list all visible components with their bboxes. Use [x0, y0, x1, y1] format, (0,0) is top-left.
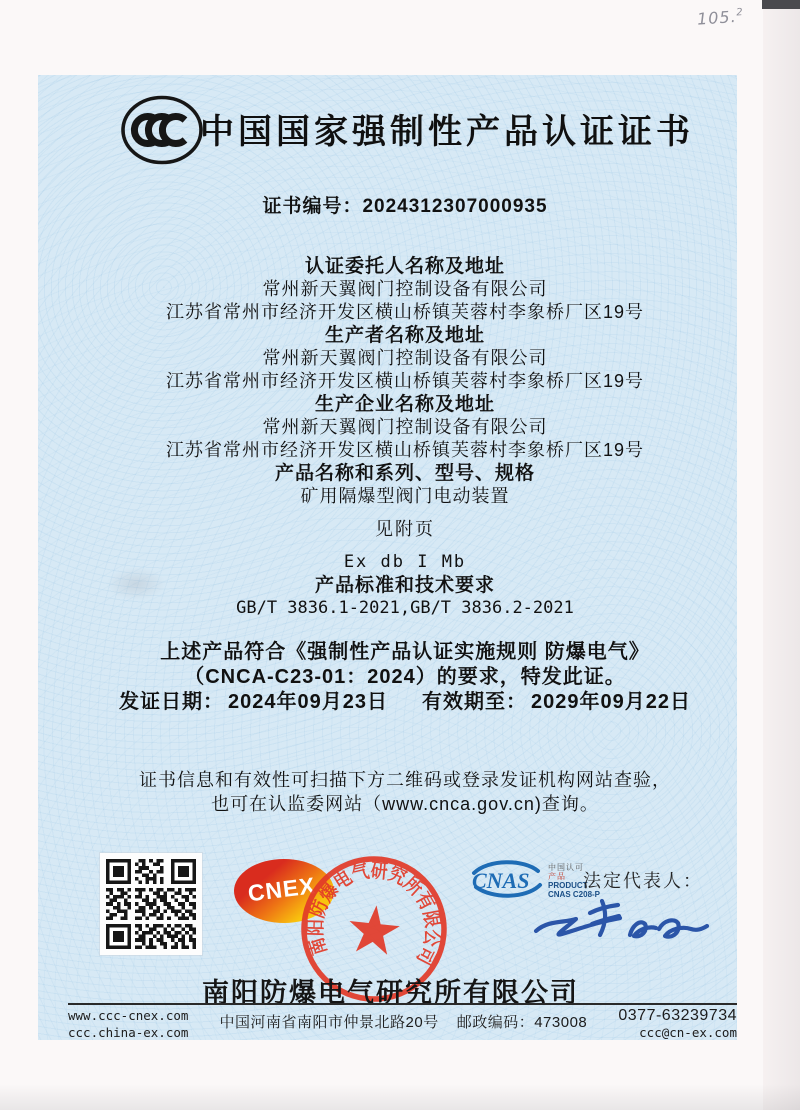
footer-address-line — [220, 1014, 588, 1032]
issuer-company-name: 南阳防爆电气研究所有限公司 — [202, 978, 579, 1008]
cnas-logo-caption: 中国认可 产品 PRODUCT CNAS C208-P — [548, 863, 601, 899]
footer-postcode: 473008 — [534, 1014, 588, 1031]
applicant-name: 常州新天翼阀门控制设备有限公司 — [262, 279, 548, 299]
manufacturer-name: 常州新天翼阀门控制设备有限公司 — [262, 417, 548, 437]
expiry-label: 有效期至： — [422, 691, 527, 713]
section-heading-applicant: 认证委托人名称及地址 — [304, 256, 505, 277]
handwritten-page-number: 105.$^2$ — [696, 6, 745, 29]
footer-phone: 0377-63239734 — [618, 1007, 737, 1024]
section-heading-standards: 产品标准和技术要求 — [314, 575, 495, 596]
section-heading-producer: 生产者名称及地址 — [324, 325, 485, 346]
product-name: 矿用隔爆型阀门电动装置 — [300, 486, 510, 506]
seal-star-icon: ★ — [340, 890, 408, 970]
section-heading-manufacturer: 生产企业名称及地址 — [314, 394, 495, 415]
certificate-body — [73, 195, 737, 816]
producer-address: 江苏省常州市经济开发区横山桥镇芙蓉村李象桥厂区19号 — [165, 371, 645, 391]
issue-date-value: 2024年09月23日 — [228, 691, 388, 713]
qr-code — [100, 853, 202, 955]
producer-name: 常州新天翼阀门控制设备有限公司 — [262, 348, 548, 368]
footer-postcode-label: 邮政编码： — [456, 1014, 535, 1031]
footer-website-2: ccc.china-ex.com — [68, 1025, 189, 1040]
footer-email: ccc@cn-ex.com — [639, 1025, 737, 1040]
certificate-number-line — [73, 195, 737, 218]
footer-websites — [68, 1007, 188, 1041]
legal-representative-label: 法定代表人： — [583, 871, 703, 891]
verification-note — [73, 768, 737, 816]
expiry-value: 2029年09月22日 — [531, 691, 691, 713]
manufacturer-address: 江苏省常州市经济开发区横山桥镇芙蓉村李象桥厂区19号 — [165, 440, 645, 460]
ex-marking: Ex db I Mb — [343, 552, 467, 572]
issue-date-label: 发证日期： — [119, 691, 225, 713]
statement-line2: （CNCA-C23-01：2024）的要求，特发此证。 — [184, 666, 626, 688]
scan-corner-mark — [762, 0, 800, 9]
certificate-sheet — [38, 75, 737, 1040]
footer-divider — [68, 1003, 737, 1005]
applicant-address: 江苏省常州市经济开发区横山桥镇芙蓉村李象桥厂区19号 — [165, 302, 645, 322]
section-heading-product: 产品名称和系列、型号、规格 — [274, 463, 535, 484]
footer-contact-row — [68, 1007, 737, 1041]
seal-text: 南阳防爆电气研究所有限公司 — [304, 859, 444, 972]
certificate-number-label: 证书编号： — [262, 196, 363, 217]
scanned-page-edge — [763, 0, 800, 1110]
statement-dates — [73, 690, 737, 715]
scan-bottom-shadow — [0, 1084, 800, 1110]
statement-line1: 上述产品符合《强制性产品认证实施规则 防爆电气》 — [160, 641, 650, 663]
see-attachment-note: 见附页 — [375, 519, 435, 539]
verification-note-line1: 证书信息和有效性可扫描下方二维码或登录发证机构网站查验， — [139, 770, 671, 790]
cnex-logo-text: CNEX — [246, 871, 317, 906]
verification-note-line2: 也可在认监委网站（www.cnca.gov.cn)查询。 — [211, 794, 599, 814]
footer-address: 中国河南省南阳市仲景北路20号 — [219, 1014, 439, 1031]
legal-representative-signature — [530, 893, 715, 951]
footer-website-1: www.ccc-cnex.com — [68, 1008, 189, 1023]
svg-text:CNAS: CNAS — [472, 868, 530, 893]
footer-phone-email — [618, 1007, 737, 1041]
conformity-statement — [73, 640, 737, 715]
certificate-title: 中国国家强制性产品认证证书 — [200, 113, 694, 151]
certificate-number-value: 2024312307000935 — [362, 196, 548, 217]
standards-value: GB/T 3836.1-2021,GB/T 3836.2-2021 — [236, 598, 574, 618]
